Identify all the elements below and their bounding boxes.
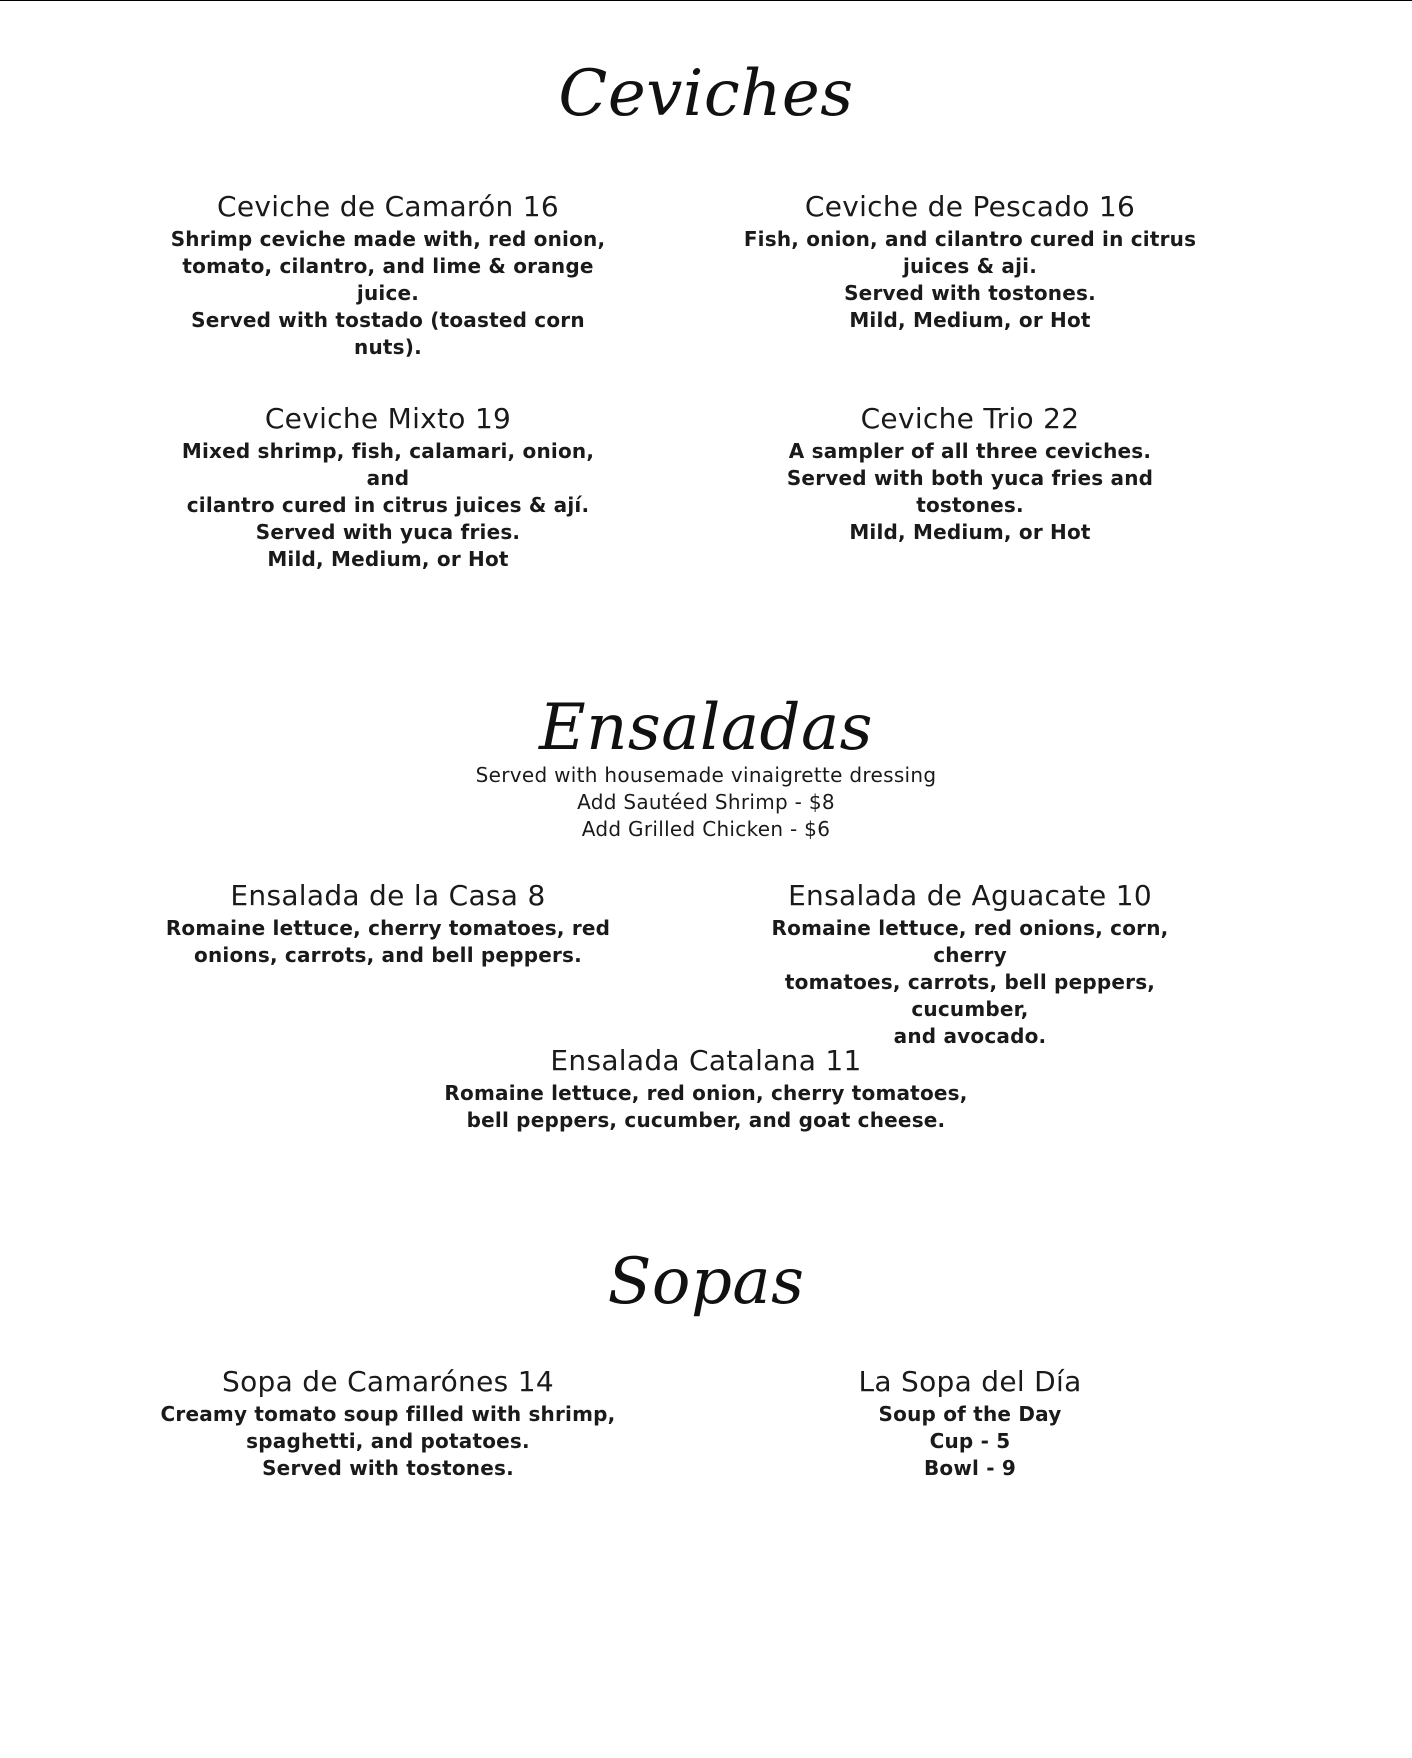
item-description-line: tomato, cilantro, and lime & orange juice. bbox=[182, 254, 594, 305]
item-description-line: Shrimp ceviche made with, red onion, bbox=[170, 227, 606, 251]
item-title: Ensalada de la Casa 8 bbox=[230, 879, 546, 912]
item-title: Ceviche de Pescado 16 bbox=[804, 190, 1136, 223]
section-title-ensaladas: Ensaladas bbox=[538, 691, 874, 765]
item-description-line: Creamy tomato soup filled with shrimp, bbox=[160, 1402, 616, 1426]
item-description-line: Romaine lettuce, red onion, cherry tomatoes, bbox=[444, 1081, 968, 1105]
item-description-line: Romaine lettuce, cherry tomatoes, red bbox=[165, 916, 611, 940]
section-note-line: Add Sautéed Shrimp - $8 bbox=[577, 790, 835, 814]
menu-item-ceviche-mixto bbox=[158, 402, 618, 573]
item-description-line: Served with tostado (toasted corn nuts). bbox=[191, 308, 585, 359]
item-description-line: bell peppers, cucumber, and goat cheese. bbox=[466, 1108, 946, 1132]
item-title: Ensalada de Aguacate 10 bbox=[788, 879, 1152, 912]
item-title: Ceviche de Camarón 16 bbox=[216, 190, 560, 223]
menu-item-ensalada-catalana bbox=[380, 1044, 1032, 1134]
item-description-line: tomatoes, carrots, bell peppers, cucumber, bbox=[784, 970, 1156, 1021]
item-title: Ceviche Mixto 19 bbox=[264, 402, 512, 435]
item-description-line: Fish, onion, and cilantro cured in citrus bbox=[743, 227, 1197, 251]
item-title: Ceviche Trio 22 bbox=[860, 402, 1080, 435]
section-note-line: Served with housemade vinaigrette dressing bbox=[475, 763, 937, 787]
item-description-line: Mixed shrimp, fish, calamari, onion, and bbox=[181, 439, 595, 490]
item-title: Sopa de Camarónes 14 bbox=[222, 1365, 554, 1398]
menu-item-ceviche-pescado bbox=[740, 190, 1200, 334]
item-title: Ensalada Catalana 11 bbox=[550, 1044, 862, 1077]
item-description-line: Romaine lettuce, red onions, corn, cherry bbox=[771, 916, 1169, 967]
menu-item-ensalada-casa bbox=[158, 879, 618, 969]
item-description-line: A sampler of all three ceviches. bbox=[788, 439, 1152, 463]
item-description-line: Cup - 5 bbox=[929, 1429, 1011, 1453]
item-description-line: Bowl - 9 bbox=[923, 1456, 1017, 1480]
top-border-line bbox=[0, 0, 1412, 1]
item-description-line: Mild, Medium, or Hot bbox=[849, 520, 1091, 544]
item-description-line: Served with tostones. bbox=[262, 1456, 514, 1480]
menu-item-sopa-camarones bbox=[158, 1365, 618, 1482]
item-description-line: and avocado. bbox=[893, 1024, 1047, 1048]
item-description-line: cilantro cured in citrus juices & ají. bbox=[186, 493, 590, 517]
item-description-line: juices & aji. bbox=[902, 254, 1038, 278]
section-note-line: Add Grilled Chicken - $6 bbox=[581, 817, 831, 841]
item-description-line: Mild, Medium, or Hot bbox=[267, 547, 509, 571]
menu-item-ceviche-camaron bbox=[158, 190, 618, 361]
item-description-line: onions, carrots, and bell peppers. bbox=[194, 943, 582, 967]
item-description-line: Soup of the Day bbox=[878, 1402, 1062, 1426]
menu-item-ceviche-trio bbox=[740, 402, 1200, 546]
ensaladas-notes bbox=[380, 762, 1032, 843]
item-description-line: Mild, Medium, or Hot bbox=[849, 308, 1091, 332]
menu-item-ensalada-aguacate bbox=[740, 879, 1200, 1050]
section-title-ceviches: Ceviches bbox=[558, 57, 854, 131]
menu-item-sopa-del-dia bbox=[740, 1365, 1200, 1482]
item-description-line: Served with both yuca fries and tostones. bbox=[786, 466, 1154, 517]
item-description-line: spaghetti, and potatoes. bbox=[246, 1429, 530, 1453]
item-title: La Sopa del Día bbox=[858, 1365, 1082, 1398]
item-description-line: Served with tostones. bbox=[844, 281, 1096, 305]
item-description-line: Served with yuca fries. bbox=[255, 520, 521, 544]
section-title-sopas: Sopas bbox=[607, 1245, 805, 1319]
